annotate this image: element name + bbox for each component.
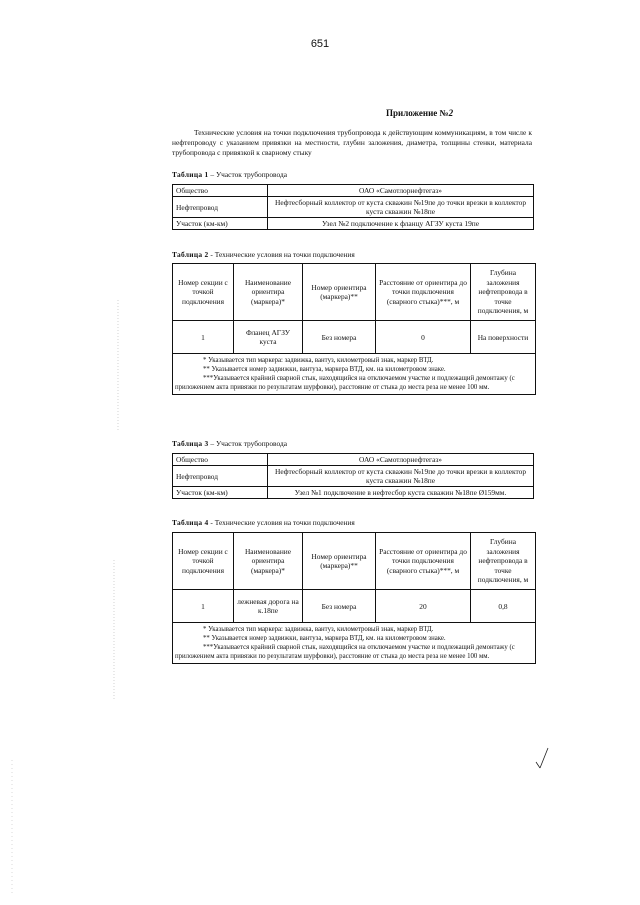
column-header: Номер секции с точкой подключения	[173, 533, 234, 590]
table2	[172, 263, 536, 395]
table-row	[173, 197, 534, 218]
table-row	[173, 590, 536, 623]
table-cell: Нефтесборный коллектор от куста скважин №19пе до точки врезки в коллектор куста скважин №18пе	[268, 466, 534, 487]
appendix-label	[386, 108, 453, 118]
footnote: ** Указывается номер задвижки, вантуза, маркера ВТД, км. на километровом знаке.	[203, 635, 446, 642]
table-row	[173, 487, 534, 499]
table-row	[173, 454, 534, 466]
appendix-number: 2	[448, 108, 454, 118]
table-cell: 1	[173, 321, 234, 354]
table3	[172, 453, 534, 499]
notes-row	[173, 623, 536, 664]
footnote: ***Указывается крайний сварной стык, находящийся на отключаемом участке и подлежащий демонтажу (с приложением акта привязки по результатам шурфовки), расстояние от стыка до места реза не менее 100 мм.	[175, 375, 515, 391]
table-row	[173, 466, 534, 487]
page-number: 651	[310, 38, 330, 50]
table4-caption-bold: Таблица 4	[172, 518, 209, 527]
table4-caption-text: - Технические условия на точки подключения	[208, 518, 355, 527]
table-cell: Фланец АГЗУ куста	[234, 321, 303, 354]
table4	[172, 532, 536, 664]
table-cell: Без номера	[303, 590, 376, 623]
footnote: ** Указывается номер задвижки, вантуза, маркера ВТД, км. на километровом знаке.	[203, 366, 446, 373]
intro-text: Технические условия на точки подключения трубопровода к действующим коммуникациям, в том числе к нефтепроводу с указанием привязки на местности, глубин заложения, диаметра, толщины стенки, материала трубопровода с привязкой к сварному стыку	[172, 128, 532, 157]
table1-caption-bold: Таблица 1	[172, 170, 209, 179]
footnote: * Указывается тип маркера: задвижка, вантуз, километровый знак, маркер ВТД.	[203, 357, 434, 364]
table-cell: Нефтесборный коллектор от куста скважин №19пе до точки врезки в коллектор куста скважин №18пе	[268, 197, 534, 218]
appendix-text: Приложение №	[386, 108, 449, 118]
footnote: * Указывается тип маркера: задвижка, вантуз, километровый знак, маркер ВТД.	[203, 626, 434, 633]
column-header: Глубина заложения нефтепровода в точке подключения, м	[471, 533, 536, 590]
table-cell: Узел №1 подключение в нефтесбор куста скважин №18пе Ø159мм.	[268, 487, 534, 499]
footnotes	[173, 354, 536, 395]
column-header: Номер секции с точкой подключения	[173, 264, 234, 321]
table3-caption-bold: Таблица 3	[172, 439, 209, 448]
table-cell: Участок (км-км)	[173, 487, 268, 499]
table2-caption-text: - Технические условия на точки подключения	[208, 250, 355, 259]
table4-caption	[172, 518, 355, 527]
table-row	[173, 185, 534, 197]
table3-caption	[172, 439, 287, 448]
column-header: Глубина заложения нефтепровода в точке подключения, м	[471, 264, 536, 321]
table-header-row	[173, 264, 536, 321]
table-cell: Участок (км-км)	[173, 218, 268, 230]
table-cell: Без номера	[303, 321, 376, 354]
table-cell: Нефтепровод	[173, 466, 268, 487]
column-header: Расстояние от ориентира до точки подключения (сварного стыка)***, м	[376, 264, 471, 321]
footnotes	[173, 623, 536, 664]
column-header: Наименование ориентира (маркера)*	[234, 533, 303, 590]
notes-row	[173, 354, 536, 395]
table-cell: Узел №2 подключение к фланцу АГЗУ куста 19пе	[268, 218, 534, 230]
pen-mark	[536, 748, 548, 768]
table-cell: Общество	[173, 185, 268, 197]
table-cell: На поверхности	[471, 321, 536, 354]
intro-paragraph	[172, 128, 532, 158]
table-header-row	[173, 533, 536, 590]
column-header: Номер ориентира (маркера)**	[303, 264, 376, 321]
table1-caption-text: – Участок трубопровода	[208, 170, 288, 179]
table-cell: 0	[376, 321, 471, 354]
table-cell: лежневая дорога на к.18пе	[234, 590, 303, 623]
table2-caption-bold: Таблица 2	[172, 250, 209, 259]
column-header: Наименование ориентира (маркера)*	[234, 264, 303, 321]
table-cell: Нефтепровод	[173, 197, 268, 218]
table-cell: 1	[173, 590, 234, 623]
column-header: Номер ориентира (маркера)**	[303, 533, 376, 590]
table-cell: 20	[376, 590, 471, 623]
table1	[172, 184, 534, 230]
table-row	[173, 321, 536, 354]
table1-caption	[172, 170, 287, 179]
table-row	[173, 218, 534, 230]
table-cell: ОАО «Самотлорнефтегаз»	[268, 185, 534, 197]
table3-caption-text: – Участок трубопровода	[208, 439, 288, 448]
table-cell: 0,8	[471, 590, 536, 623]
table2-caption	[172, 250, 355, 259]
table-cell: Общество	[173, 454, 268, 466]
column-header: Расстояние от ориентира до точки подключения (сварного стыка)***, м	[376, 533, 471, 590]
table-cell: ОАО «Самотлорнефтегаз»	[268, 454, 534, 466]
footnote: ***Указывается крайний сварной стык, находящийся на отключаемом участке и подлежащий демонтажу (с приложением акта привязки по результатам шурфовки), расстояние от стыка до места реза не менее 100 мм.	[175, 644, 515, 660]
